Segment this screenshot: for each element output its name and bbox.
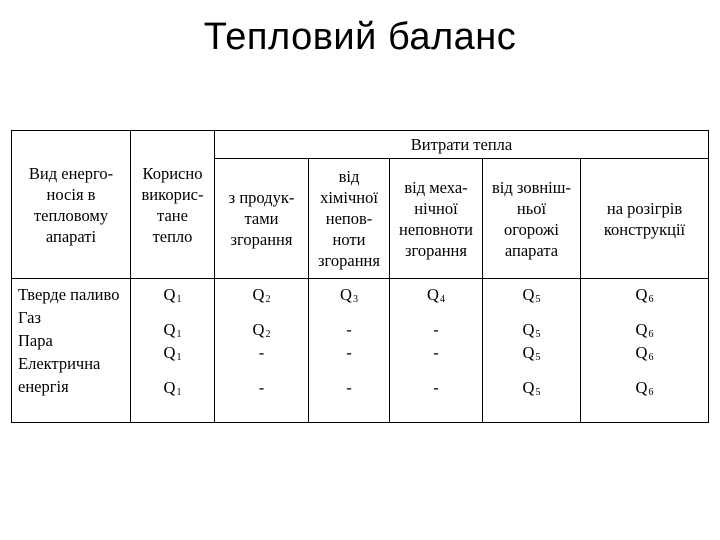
carrier-solid-fuel: Тверде паливо xyxy=(18,285,120,304)
cell-q: Q6 xyxy=(635,378,654,398)
cell-q: Q5 xyxy=(522,285,541,305)
cell-q: Q1 xyxy=(163,378,182,398)
col-chemical-incompleteness xyxy=(309,279,390,423)
cell-q: - xyxy=(346,343,352,362)
col-structure-heating xyxy=(581,279,709,423)
header-chemical-incompleteness: від хімічної непов- ноти згорання xyxy=(309,159,390,279)
header-mechanical-incompleteness: від меха- нічної неповноти згорання xyxy=(390,159,483,279)
cell-q: Q5 xyxy=(522,343,541,363)
header-combustion-products: з продук- тами згорання xyxy=(215,159,309,279)
cell-q: Q4 xyxy=(427,285,445,305)
cell-q: - xyxy=(258,378,265,397)
cell-q: Q6 xyxy=(635,285,654,305)
cell-q: - xyxy=(346,378,352,397)
cell-q: Q2 xyxy=(252,320,271,340)
carrier-electric-2: енергія xyxy=(18,377,69,396)
cell-q: - xyxy=(346,320,352,339)
cell-q: - xyxy=(433,378,439,397)
header-external-enclosure: від зовніш- ньої огорожі апарата xyxy=(483,159,581,279)
cell-q: Q3 xyxy=(340,285,358,305)
cell-q: - xyxy=(433,320,439,339)
carrier-gas: Газ xyxy=(18,308,41,327)
slide-title: Тепловий баланс xyxy=(203,16,517,58)
cell-q: Q2 xyxy=(252,285,271,305)
cell-q: Q6 xyxy=(635,320,654,340)
header-structure-heating: на розігрів конструкції xyxy=(581,159,709,279)
carrier-steam: Пара xyxy=(18,331,53,350)
cell-q: - xyxy=(433,343,439,362)
heat-balance-table xyxy=(11,130,709,423)
cell-q: Q6 xyxy=(635,343,654,363)
cell-q: Q1 xyxy=(163,285,182,305)
cell-q: Q5 xyxy=(522,378,541,398)
col-external-enclosure xyxy=(483,279,581,423)
col-combustion-products xyxy=(215,279,309,423)
table-body-row xyxy=(12,279,709,423)
header-useful-heat: Корисно викорис- тане тепло xyxy=(131,131,215,279)
cell-q: Q5 xyxy=(522,320,541,340)
cell-q: Q1 xyxy=(163,343,182,363)
header-energy-carrier: Вид енерго- носія в тепловому апараті xyxy=(12,131,131,279)
carrier-electric-1: Електрична xyxy=(18,354,101,373)
cell-q: - xyxy=(258,343,265,362)
col-mechanical-incompleteness xyxy=(390,279,483,423)
col-useful-heat xyxy=(131,279,215,423)
header-heat-losses: Витрати тепла xyxy=(215,131,709,159)
energy-carrier-list xyxy=(12,279,131,423)
cell-q: Q1 xyxy=(163,320,182,340)
